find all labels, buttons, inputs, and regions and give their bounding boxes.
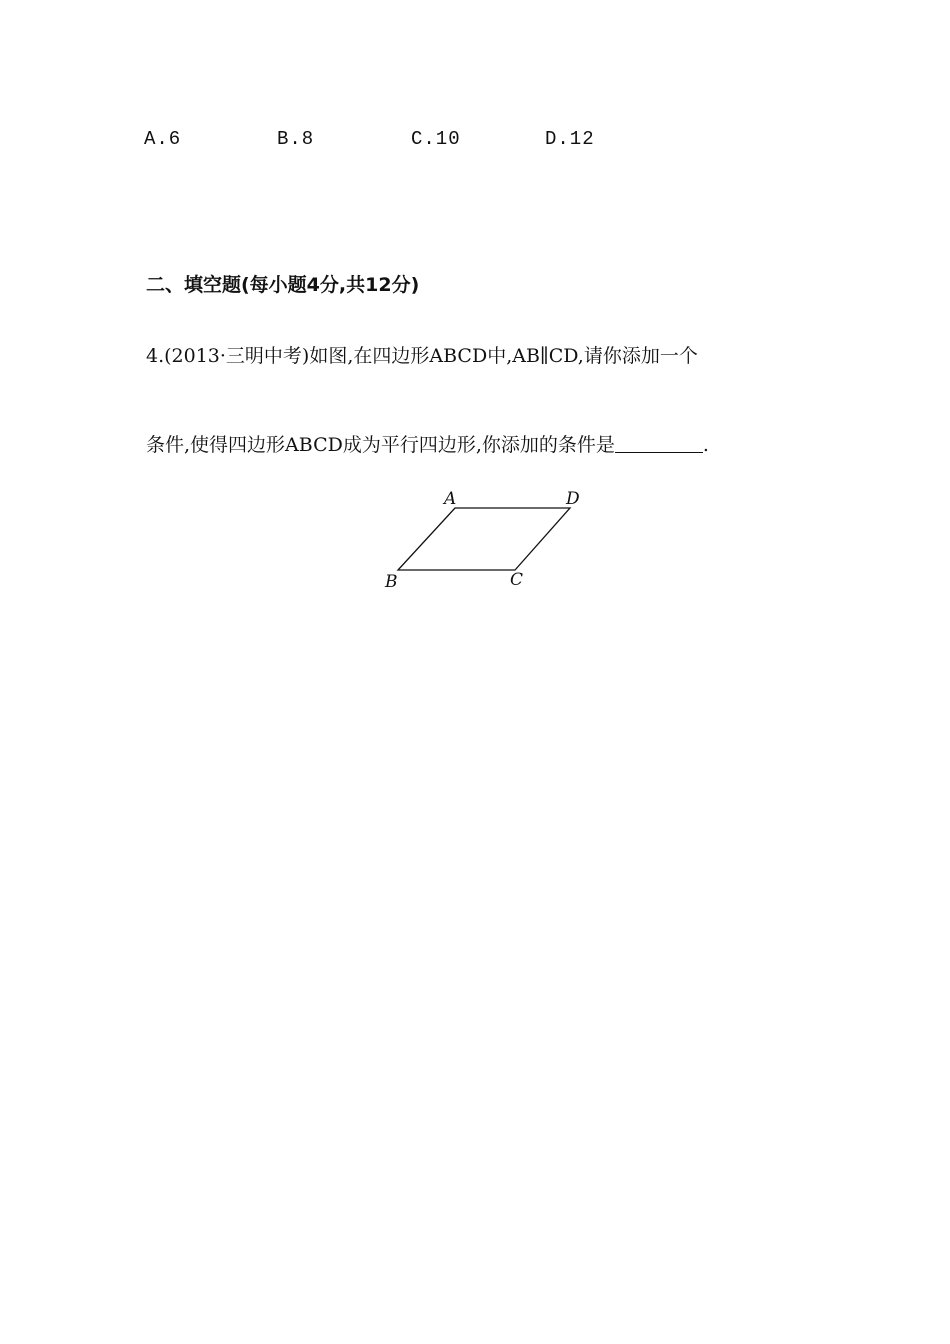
parallelogram-diagram <box>380 485 600 595</box>
vertex-label-a: A <box>444 489 457 509</box>
vertex-label-b: B <box>385 572 398 592</box>
vertex-label-d: D <box>566 489 580 509</box>
answer-blank[interactable] <box>615 434 703 453</box>
section-heading: 二、填空题(每小题4分,共12分) <box>146 274 420 296</box>
choice-b: B.8 <box>277 128 315 150</box>
answer-choices <box>0 128 950 156</box>
choice-c: C.10 <box>411 128 461 150</box>
question-line-2 <box>146 430 709 457</box>
question-line-1: 4.(2013·三明中考)如图,在四边形ABCD中,AB∥CD,请你添加一个 <box>146 345 698 367</box>
choice-d: D.12 <box>545 128 595 150</box>
choice-a: A.6 <box>144 128 182 150</box>
parallelogram-shape <box>398 508 570 570</box>
vertex-label-c: C <box>510 570 524 590</box>
question-line-2-text: 条件,使得四边形ABCD成为平行四边形,你添加的条件是 <box>146 434 615 456</box>
parallelogram-figure <box>380 485 600 595</box>
question-line-2-end: . <box>702 434 709 456</box>
